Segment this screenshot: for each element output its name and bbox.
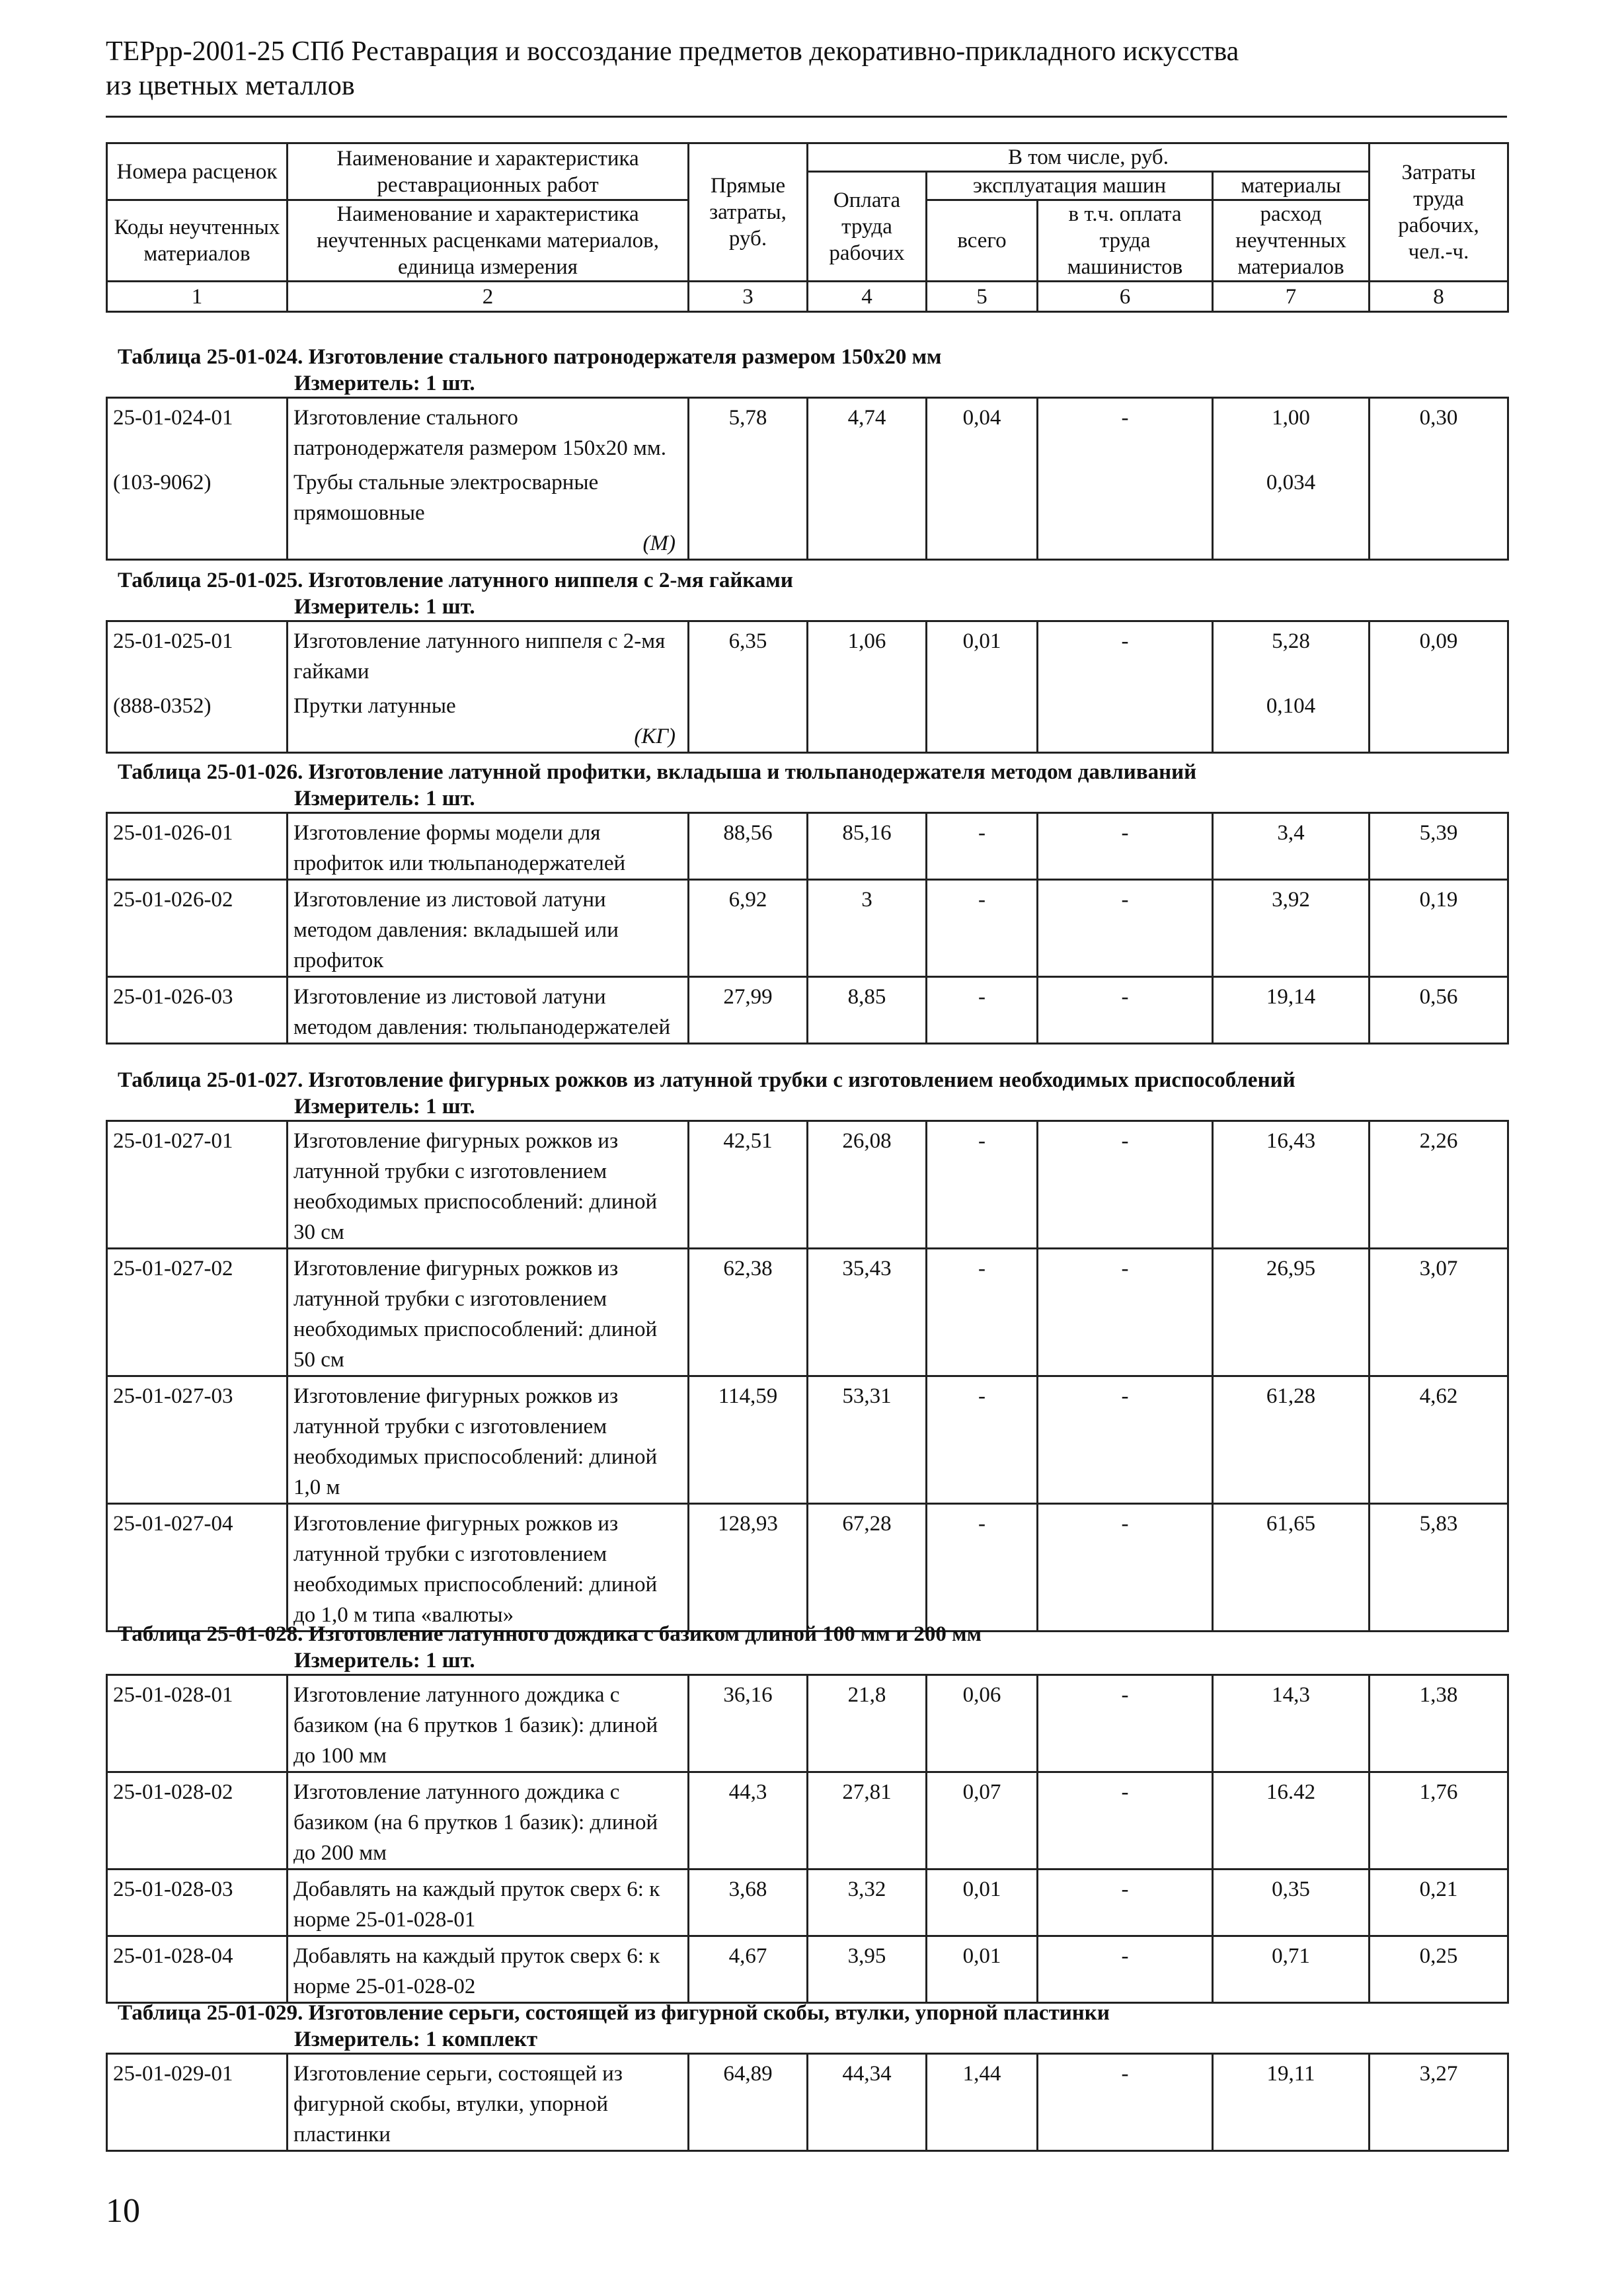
rate-code: 25-01-027-03 bbox=[107, 1376, 288, 1504]
header-incl: В том числе, руб. bbox=[808, 143, 1370, 172]
rate-code: 25-01-024-01 bbox=[107, 398, 288, 464]
column-header-table bbox=[106, 142, 1509, 313]
header-c1-bottom: Коды неучтенных материалов bbox=[107, 200, 288, 282]
rate-name: Изготовление латунного дождика с базиком (на 6 прутков 1 базик): длиной до 200 мм bbox=[288, 1772, 689, 1870]
rate-code: 25-01-026-03 bbox=[107, 977, 288, 1044]
rate-name: Изготовление фигурных рожков из латунной трубки с изготовлением необходимых приспособлений: длиной 50 см bbox=[288, 1249, 689, 1376]
machinist-pay: - bbox=[1038, 398, 1213, 464]
section-unit: Измеритель: 1 шт. bbox=[294, 595, 475, 619]
labor-hours: 4,62 bbox=[1370, 1376, 1508, 1504]
labor-hours: 5,39 bbox=[1370, 813, 1508, 880]
rates-table bbox=[106, 620, 1509, 754]
section-25-01-025 bbox=[106, 567, 1507, 754]
header-c2-bottom: Наименование и характеристика неучтенных расценками материалов, единица измерения bbox=[288, 200, 689, 282]
col-num-2: 2 bbox=[288, 282, 689, 312]
header-c1-top: Номера расценок bbox=[107, 143, 288, 200]
header-c5: всего bbox=[927, 200, 1038, 282]
materials-cost: 16.42 bbox=[1213, 1772, 1370, 1870]
rate-name: Изготовление латунного ниппеля с 2-мя гайками bbox=[288, 621, 689, 688]
rate-code: 25-01-028-04 bbox=[107, 1936, 288, 2003]
labor-hours: 0,21 bbox=[1370, 1870, 1508, 1936]
section-unit: Измеритель: 1 комплект bbox=[294, 2028, 538, 2051]
header-line-1: ТЕРрр-2001-25 СПб Реставрация и воссоздание предметов декоративно-прикладного искусства bbox=[106, 36, 1239, 67]
machinist-pay: - bbox=[1038, 1121, 1213, 1249]
machinist-pay: - bbox=[1038, 880, 1213, 977]
rate-code: 25-01-026-02 bbox=[107, 880, 288, 977]
machinist-pay: - bbox=[1038, 621, 1213, 688]
rate-code: 25-01-027-02 bbox=[107, 1249, 288, 1376]
machines-total: 0,01 bbox=[927, 1936, 1038, 2003]
materials-cost: 1,00 bbox=[1213, 398, 1370, 464]
machinist-pay: - bbox=[1038, 1870, 1213, 1936]
section-title: Таблица 25-01-024. Изготовление стального патронодержателя размером 150х20 мм bbox=[118, 345, 942, 369]
header-c4: Оплата труда рабочих bbox=[808, 172, 927, 282]
machinist-pay: - bbox=[1038, 1249, 1213, 1376]
material-consumption: 0,104 bbox=[1213, 687, 1370, 753]
material-name: Прутки латунные bbox=[293, 694, 456, 718]
labor-pay: 27,81 bbox=[808, 1772, 927, 1870]
rate-code: 25-01-028-03 bbox=[107, 1870, 288, 1936]
col-num-8: 8 bbox=[1370, 282, 1508, 312]
labor-pay: 3 bbox=[808, 880, 927, 977]
labor-pay: 44,34 bbox=[808, 2054, 927, 2151]
machinist-pay: - bbox=[1038, 1504, 1213, 1632]
material-unit: (КГ) bbox=[634, 725, 676, 748]
material-consumption: 0,034 bbox=[1213, 463, 1370, 560]
section-unit: Измеритель: 1 шт. bbox=[294, 372, 475, 395]
materials-cost: 26,95 bbox=[1213, 1249, 1370, 1376]
section-title: Таблица 25-01-025. Изготовление латунного ниппеля с 2-мя гайками bbox=[118, 569, 793, 592]
labor-hours: 5,83 bbox=[1370, 1504, 1508, 1632]
machines-total: - bbox=[927, 1249, 1038, 1376]
header-line-2: из цветных металлов bbox=[106, 71, 355, 101]
rate-code: 25-01-025-01 bbox=[107, 621, 288, 688]
machinist-pay: - bbox=[1038, 813, 1213, 880]
materials-cost: 19,11 bbox=[1213, 2054, 1370, 2151]
page-number: 10 bbox=[106, 2192, 140, 2230]
material-code: (888-0352) bbox=[107, 687, 288, 753]
table-row bbox=[107, 1772, 1508, 1870]
header-c3: Прямые затраты, руб. bbox=[689, 143, 808, 282]
table-row bbox=[107, 398, 1508, 464]
direct-costs: 6,92 bbox=[689, 880, 808, 977]
machines-total: 0,01 bbox=[927, 621, 1038, 688]
machines-total: - bbox=[927, 1121, 1038, 1249]
labor-pay: 26,08 bbox=[808, 1121, 927, 1249]
rate-name: Изготовление фигурных рожков из латунной трубки с изготовлением необходимых приспособлений: длиной до 1,0 м типа «валюты» bbox=[288, 1504, 689, 1632]
header-machines: эксплуатация машин bbox=[927, 172, 1213, 200]
rate-name: Изготовление латунного дождика с базиком (на 6 прутков 1 базик): длиной до 100 мм bbox=[288, 1675, 689, 1772]
section-25-01-024 bbox=[106, 344, 1507, 561]
header-c2-top: Наименование и характеристика реставрационных работ bbox=[288, 143, 689, 200]
labor-pay: 3,32 bbox=[808, 1870, 927, 1936]
machinist-pay: - bbox=[1038, 2054, 1213, 2151]
rate-name: Изготовление стального патронодержателя размером 150х20 мм. bbox=[288, 398, 689, 464]
materials-cost: 14,3 bbox=[1213, 1675, 1370, 1772]
material-row bbox=[107, 463, 1508, 560]
header-c7: расход неучтенных материалов bbox=[1213, 200, 1370, 282]
materials-cost: 0,35 bbox=[1213, 1870, 1370, 1936]
materials-cost: 61,28 bbox=[1213, 1376, 1370, 1504]
labor-pay: 21,8 bbox=[808, 1675, 927, 1772]
materials-cost: 19,14 bbox=[1213, 977, 1370, 1044]
section-25-01-028 bbox=[106, 1621, 1507, 2004]
labor-pay: 8,85 bbox=[808, 977, 927, 1044]
material-row bbox=[107, 687, 1508, 753]
header-divider bbox=[106, 116, 1507, 118]
machines-total: - bbox=[927, 813, 1038, 880]
rate-code: 25-01-027-04 bbox=[107, 1504, 288, 1632]
table-row bbox=[107, 813, 1508, 880]
section-unit: Измеритель: 1 шт. bbox=[294, 1649, 475, 1673]
labor-pay: 35,43 bbox=[808, 1249, 927, 1376]
section-unit: Измеритель: 1 шт. bbox=[294, 787, 475, 810]
direct-costs: 64,89 bbox=[689, 2054, 808, 2151]
rates-table bbox=[106, 1120, 1509, 1632]
col-num-1: 1 bbox=[107, 282, 288, 312]
labor-hours: 0,09 bbox=[1370, 621, 1508, 688]
labor-hours: 0,30 bbox=[1370, 398, 1508, 464]
rates-table bbox=[106, 2053, 1509, 2152]
materials-cost: 16,43 bbox=[1213, 1121, 1370, 1249]
section-title: Таблица 25-01-027. Изготовление фигурных рожков из латунной трубки с изготовлением необходимых приспособлений bbox=[118, 1068, 1295, 1092]
section-title: Таблица 25-01-029. Изготовление серьги, состоящей из фигурной скобы, втулки, упорной пластинки bbox=[118, 2001, 1110, 2025]
machinist-pay: - bbox=[1038, 1376, 1213, 1504]
table-row bbox=[107, 621, 1508, 688]
machinist-pay: - bbox=[1038, 977, 1213, 1044]
machines-total: - bbox=[927, 1376, 1038, 1504]
rate-name: Изготовление фигурных рожков из латунной трубки с изготовлением необходимых приспособлений: длиной 1,0 м bbox=[288, 1376, 689, 1504]
machines-total: 1,44 bbox=[927, 2054, 1038, 2151]
rate-name: Добавлять на каждый пруток сверх 6: к норме 25-01-028-01 bbox=[288, 1870, 689, 1936]
table-row bbox=[107, 1121, 1508, 1249]
table-row bbox=[107, 1936, 1508, 2003]
machinist-pay: - bbox=[1038, 1772, 1213, 1870]
rate-name: Изготовление формы модели для профиток или тюльпанодержателей bbox=[288, 813, 689, 880]
direct-costs: 128,93 bbox=[689, 1504, 808, 1632]
materials-cost: 3,4 bbox=[1213, 813, 1370, 880]
labor-pay: 67,28 bbox=[808, 1504, 927, 1632]
section-25-01-027 bbox=[106, 1067, 1507, 1632]
machines-total: 0,07 bbox=[927, 1772, 1038, 1870]
labor-pay: 1,06 bbox=[808, 621, 927, 688]
materials-cost: 61,65 bbox=[1213, 1504, 1370, 1632]
machines-total: 0,01 bbox=[927, 1870, 1038, 1936]
rate-code: 25-01-026-01 bbox=[107, 813, 288, 880]
table-row bbox=[107, 1376, 1508, 1504]
col-num-4: 4 bbox=[808, 282, 927, 312]
col-num-3: 3 bbox=[689, 282, 808, 312]
machines-total: - bbox=[927, 977, 1038, 1044]
rate-name: Изготовление из листовой латуни методом давления: вкладышей или профиток bbox=[288, 880, 689, 977]
rates-table bbox=[106, 1674, 1509, 2004]
section-unit: Измеритель: 1 шт. bbox=[294, 1095, 475, 1119]
machinist-pay: - bbox=[1038, 1675, 1213, 1772]
machines-total: 0,06 bbox=[927, 1675, 1038, 1772]
labor-hours: 3,27 bbox=[1370, 2054, 1508, 2151]
materials-cost: 0,71 bbox=[1213, 1936, 1370, 2003]
material-name-cell bbox=[288, 463, 689, 560]
col-num-6: 6 bbox=[1038, 282, 1213, 312]
table-row bbox=[107, 880, 1508, 977]
direct-costs: 44,3 bbox=[689, 1772, 808, 1870]
labor-hours: 3,07 bbox=[1370, 1249, 1508, 1376]
rates-table bbox=[106, 812, 1509, 1044]
labor-hours: 0,25 bbox=[1370, 1936, 1508, 2003]
section-title: Таблица 25-01-026. Изготовление латунной профитки, вкладыша и тюльпанодержателя методом давливаний bbox=[118, 760, 1197, 784]
page-header bbox=[106, 34, 1507, 103]
direct-costs: 4,67 bbox=[689, 1936, 808, 2003]
labor-hours: 1,38 bbox=[1370, 1675, 1508, 1772]
header-materials: материалы bbox=[1213, 172, 1370, 200]
table-row bbox=[107, 2054, 1508, 2151]
table-row bbox=[107, 977, 1508, 1044]
rate-code: 25-01-028-02 bbox=[107, 1772, 288, 1870]
rate-name: Изготовление серьги, состоящей из фигурной скобы, втулки, упорной пластинки bbox=[288, 2054, 689, 2151]
section-25-01-029 bbox=[106, 2000, 1507, 2152]
rates-table bbox=[106, 397, 1509, 561]
col-num-7: 7 bbox=[1213, 282, 1370, 312]
materials-cost: 5,28 bbox=[1213, 621, 1370, 688]
rate-code: 25-01-029-01 bbox=[107, 2054, 288, 2151]
direct-costs: 88,56 bbox=[689, 813, 808, 880]
table-row bbox=[107, 1504, 1508, 1632]
section-title: Таблица 25-01-028. Изготовление латунного дождика с базиком длиной 100 мм и 200 мм bbox=[118, 1622, 982, 1646]
col-num-5: 5 bbox=[927, 282, 1038, 312]
direct-costs: 3,68 bbox=[689, 1870, 808, 1936]
labor-pay: 85,16 bbox=[808, 813, 927, 880]
rate-name: Изготовление из листовой латуни методом давления: тюльпанодержателей bbox=[288, 977, 689, 1044]
labor-hours: 1,76 bbox=[1370, 1772, 1508, 1870]
labor-hours: 0,19 bbox=[1370, 880, 1508, 977]
header-c6: в т.ч. оплата труда машинистов bbox=[1038, 200, 1213, 282]
material-name-cell bbox=[288, 687, 689, 753]
material-name: Трубы стальные электросварные прямошовные bbox=[293, 471, 599, 525]
labor-hours: 0,56 bbox=[1370, 977, 1508, 1044]
material-code: (103-9062) bbox=[107, 463, 288, 560]
direct-costs: 5,78 bbox=[689, 398, 808, 464]
direct-costs: 36,16 bbox=[689, 1675, 808, 1772]
machines-total: 0,04 bbox=[927, 398, 1038, 464]
labor-pay: 53,31 bbox=[808, 1376, 927, 1504]
machines-total: - bbox=[927, 1504, 1038, 1632]
table-row bbox=[107, 1249, 1508, 1376]
direct-costs: 42,51 bbox=[689, 1121, 808, 1249]
labor-pay: 4,74 bbox=[808, 398, 927, 464]
header-c8: Затраты труда рабочих, чел.-ч. bbox=[1370, 143, 1508, 282]
materials-cost: 3,92 bbox=[1213, 880, 1370, 977]
direct-costs: 6,35 bbox=[689, 621, 808, 688]
material-unit: (М) bbox=[642, 532, 676, 555]
labor-pay: 3,95 bbox=[808, 1936, 927, 2003]
direct-costs: 62,38 bbox=[689, 1249, 808, 1376]
table-row bbox=[107, 1870, 1508, 1936]
rate-name: Изготовление фигурных рожков из латунной трубки с изготовлением необходимых приспособлений: длиной 30 см bbox=[288, 1121, 689, 1249]
table-row bbox=[107, 1675, 1508, 1772]
section-25-01-026 bbox=[106, 759, 1507, 1044]
machines-total: - bbox=[927, 880, 1038, 977]
direct-costs: 114,59 bbox=[689, 1376, 808, 1504]
rate-name: Добавлять на каждый пруток сверх 6: к норме 25-01-028-02 bbox=[288, 1936, 689, 2003]
rate-code: 25-01-027-01 bbox=[107, 1121, 288, 1249]
labor-hours: 2,26 bbox=[1370, 1121, 1508, 1249]
rate-code: 25-01-028-01 bbox=[107, 1675, 288, 1772]
direct-costs: 27,99 bbox=[689, 977, 808, 1044]
machinist-pay: - bbox=[1038, 1936, 1213, 2003]
